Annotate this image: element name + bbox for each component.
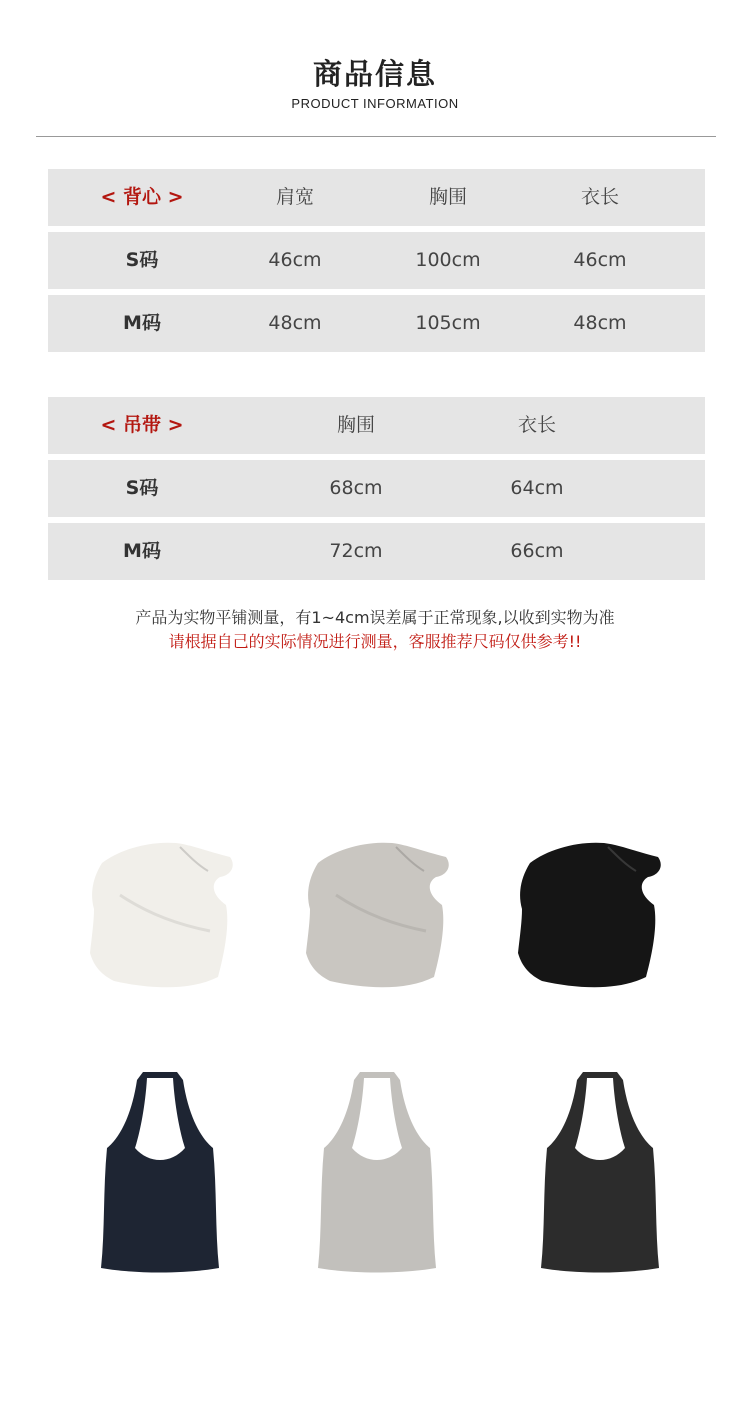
column-header: 胸围: [336, 414, 376, 436]
table-cell: 66cm: [510, 540, 564, 562]
vest-white-shape: [80, 835, 240, 995]
table-cell: 48cm: [573, 312, 627, 334]
vest-size-table: [48, 169, 705, 358]
column-header: 肩宽: [275, 186, 315, 208]
column-header: 胸围: [428, 186, 468, 208]
divider: [36, 136, 716, 137]
halter-charcoal-shape: [535, 1070, 665, 1275]
cami-size-table: [48, 397, 705, 586]
size-label: S码: [125, 477, 159, 499]
product-image-vest-gray: [296, 835, 456, 995]
table-header-row: [48, 169, 705, 226]
table-cell: 105cm: [415, 312, 481, 334]
page-title: 商品信息: [312, 57, 437, 91]
table-category-label: < 吊带 >: [100, 414, 184, 436]
product-image-halter-navy: [95, 1070, 225, 1275]
table-cell: 48cm: [268, 312, 322, 334]
table-cell: 100cm: [415, 249, 481, 271]
header: [0, 56, 750, 111]
table-cell: 64cm: [510, 477, 564, 499]
table-row: [48, 460, 705, 517]
table-category-label: < 背心 >: [100, 186, 184, 208]
table-header-row: [48, 397, 705, 454]
table-row: [48, 295, 705, 352]
size-label: S码: [125, 249, 159, 271]
table-cell: 72cm: [329, 540, 383, 562]
size-advice-note: 请根据自己的实际情况进行测量，客服推荐尺码仅供参考!!: [168, 632, 582, 651]
column-header: 衣长: [517, 414, 557, 436]
halter-lightgray-shape: [312, 1070, 442, 1275]
page-subtitle: PRODUCT INFORMATION: [291, 96, 459, 111]
product-image-halter-lightgray: [312, 1070, 442, 1275]
product-image-vest-white: [80, 835, 240, 995]
vest-gray-shape: [296, 835, 456, 995]
column-header: 衣长: [580, 186, 620, 208]
product-image-vest-black: [508, 835, 668, 995]
vest-black-shape: [508, 835, 668, 995]
measurement-note: 产品为实物平铺测量，有1~4cm误差属于正常现象,以收到实物为准: [135, 608, 615, 627]
table-row: [48, 232, 705, 289]
size-label: M码: [123, 312, 161, 334]
size-label: M码: [123, 540, 161, 562]
halter-navy-shape: [95, 1070, 225, 1275]
table-cell: 46cm: [268, 249, 322, 271]
table-cell: 46cm: [573, 249, 627, 271]
table-cell: 68cm: [329, 477, 383, 499]
product-image-halter-charcoal: [535, 1070, 665, 1275]
table-row: [48, 523, 705, 580]
